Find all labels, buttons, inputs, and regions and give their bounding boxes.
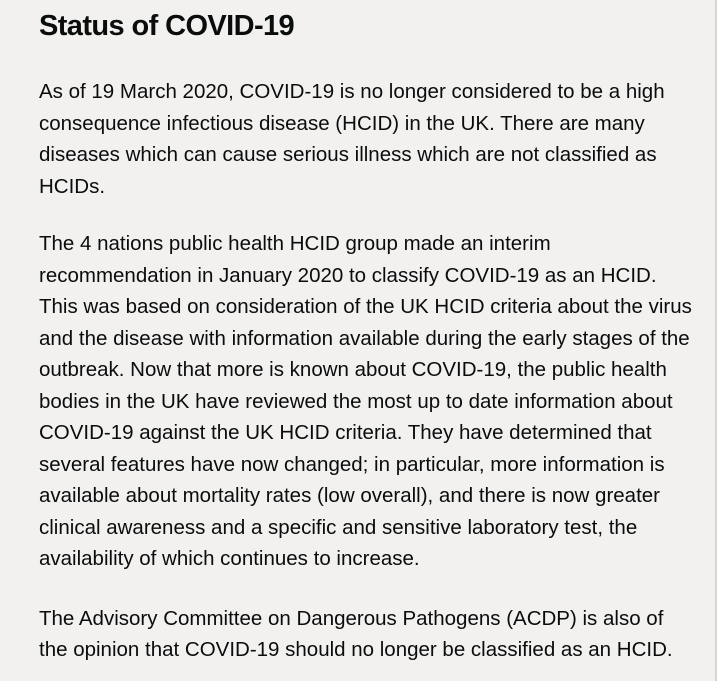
paragraph-acdp-opinion: The Advisory Committee on Dangerous Pathogens (ACDP) is also of the opinion that COVID-19 should no longer be classified as an HCID. [39, 606, 673, 661]
paragraph-classification-history: The 4 nations public health HCID group made an interim recommendation in January 2020 to classify COVID-19 as an HCID. This was based on consideration of the UK HCID criteria about the virus and the disease with information available during the early stages of the outbreak. Now that more is known about COVID-19, the public health bodies in the UK have reviewed the most up to date information about COVID-19 against the UK HCID criteria. They have determined that several features have now changed; in particular, more information is available about mortality rates (low overall), and there is now greater clinical awareness and a specific and sensitive laboratory test, the availability of which continues to increase. [39, 232, 692, 570]
page-title: Status of COVID-19 [39, 10, 295, 42]
paragraph-status-summary: As of 19 March 2020, COVID-19 is no longer considered to be a high consequence infectious disease (HCID) in the UK. There are many diseases which can cause serious illness which are not classified as HCIDs. [39, 80, 665, 198]
